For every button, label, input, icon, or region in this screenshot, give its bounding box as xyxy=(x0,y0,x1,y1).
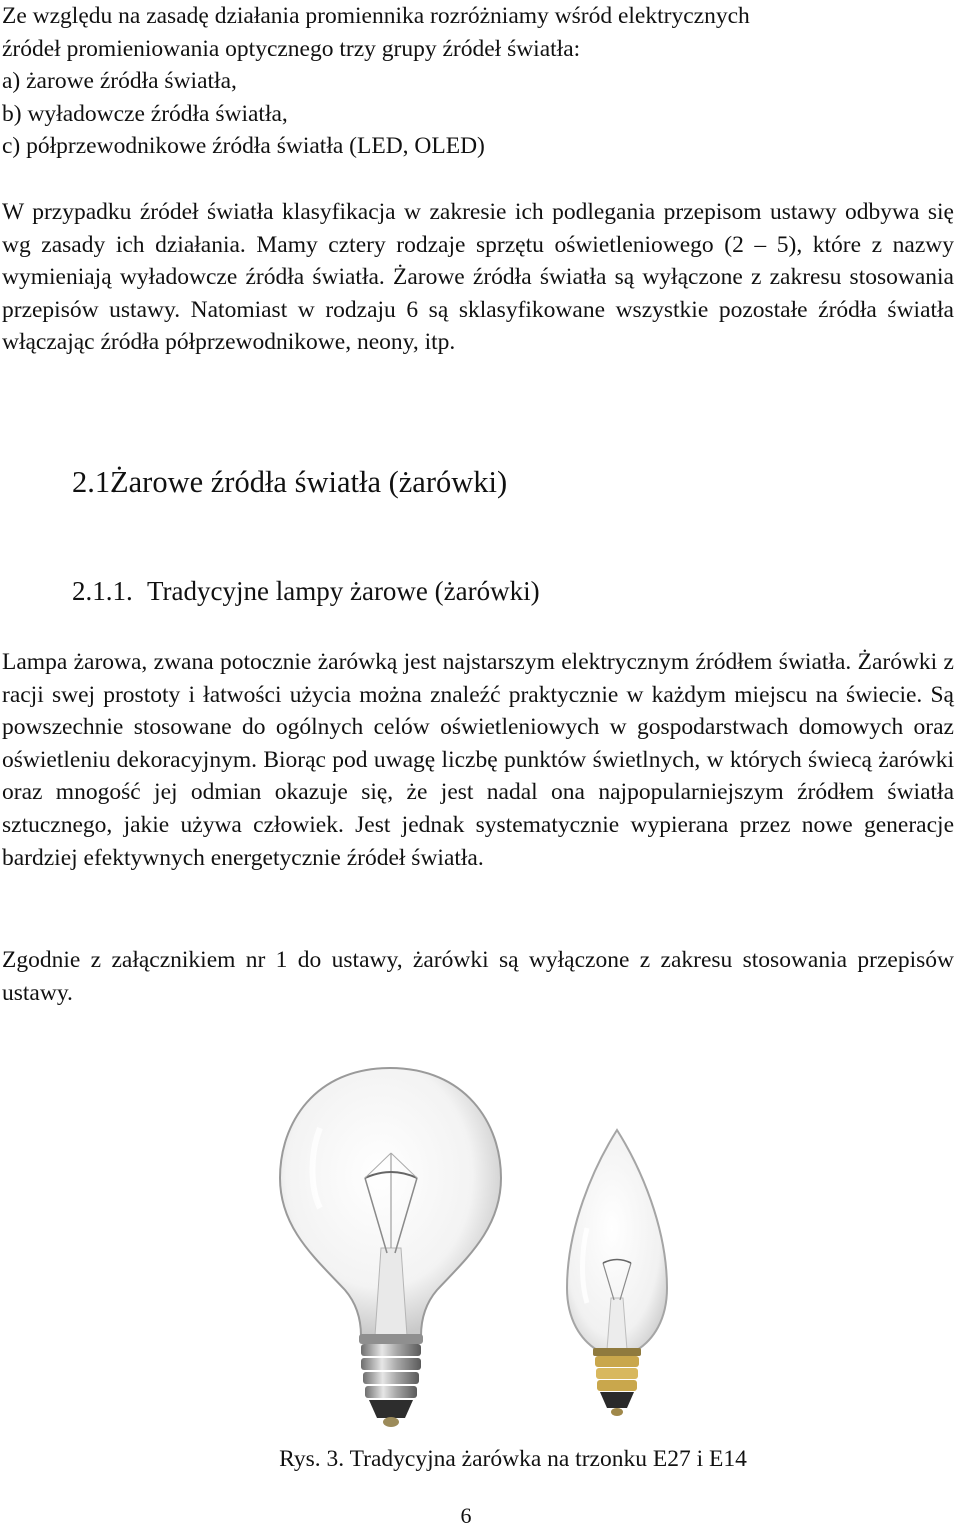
paragraph-classification: W przypadku źródeł światła klasyfikacja w zakresie ich podlegania przepisom ustawy odbywa się wg zasady ich działania. Mamy cztery rodzaje sprzętu oświetleniowego (2 – 5), które z nazwy wymieniają wyładowcze źródła światła. Żarowe źródła światła są wyłączone z zakresu stosowania przepisów ustawy. Natomiast w rodzaju 6 są sklasyfikowane wszystkie pozostałe źródła światła włączając źródła półprzewodnikowe, neony, itp. xyxy=(2,199,954,356)
list-item-a: a) żarowe źródła światła, xyxy=(2,68,237,95)
intro-block xyxy=(2,0,954,163)
figure-caption: Rys. 3. Tradycyjna żarówka na trzonku E27 i E14 xyxy=(279,1446,747,1472)
list-item-c: c) półprzewodnikowe źródła światła (LED, OLED) xyxy=(2,133,485,160)
paragraph-regulation: Zgodnie z załącznikiem nr 1 do ustawy, żarówki są wyłączone z zakresu stosowania przepisów ustawy. xyxy=(2,947,954,1006)
section-title: Żarowe źródła światła (żarówki) xyxy=(110,465,508,499)
section-heading xyxy=(72,462,507,502)
e14-bulb-icon xyxy=(567,1130,667,1416)
intro-line: Ze względu na zasadę działania promiennika rozróżniamy wśród elektrycznych xyxy=(2,3,750,29)
intro-line: źródeł promieniowania optycznego trzy grupy źródeł światła: xyxy=(2,35,581,62)
light-bulbs-illustration xyxy=(275,1058,695,1438)
section-number: 2.1. xyxy=(72,465,118,499)
subsection-title: Tradycyjne lampy żarowe (żarówki) xyxy=(147,576,540,606)
e27-bulb-icon xyxy=(280,1068,501,1427)
paragraph-incandescent: Lampa żarowa, zwana potocznie żarówką jest najstarszym elektrycznym źródłem światła. Żarówki z racji swej prostoty i łatwości użycia można znaleźć praktycznie w każdym miejscu na świecie. Są powszechnie stosowane do ogólnych celów oświetleniowych w gospodarstwach domowych oraz oświetleniu dekoracyjnym. Biorąc pod uwagę liczbę punktów świetlnych, w których świecą żarówki oraz mnogość jej odmian okazuje się, że jest nadal ona najpopularniejszym źródłem światła sztucznego, jakie używa człowiek. Jest jednak systematycznie wypierana przez nowe generacje bardziej efektywnych energetycznie źródeł światła. xyxy=(2,649,954,871)
subsection-number: 2.1.1. xyxy=(72,576,133,606)
page-number: 6 xyxy=(460,1503,472,1528)
subsection-heading xyxy=(72,573,540,609)
list-item-b: b) wyładowcze źródła światła, xyxy=(2,100,288,127)
